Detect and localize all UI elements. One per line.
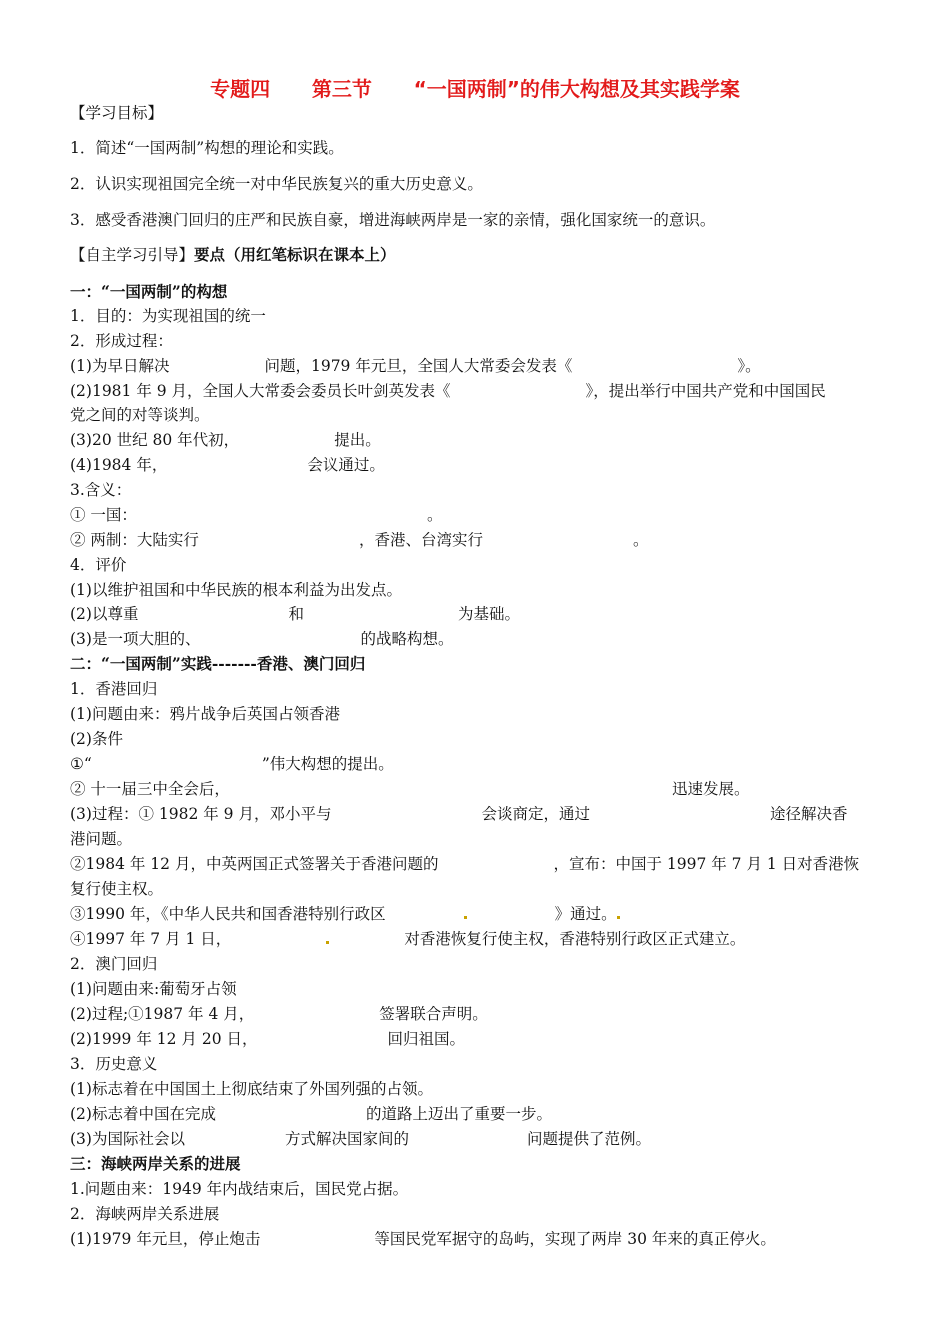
s1-formation-3: (3)20 世纪 80 年代初， 提出。 bbox=[70, 431, 381, 449]
s3-progress-1: (1)1979 年元旦，停止炮击 等国民党军据守的岛屿，实现了两岸 30 年来的真正停火。 bbox=[70, 1230, 776, 1248]
s2-hk-process-4: ④1997 年 7 月 1 日， 对香港恢复行使主权，香港特别行政区正式建立。 bbox=[70, 930, 746, 948]
s1-formation-4: (4)1984 年， 会议通过。 bbox=[70, 456, 385, 474]
s2-hk-process-2: ②1984 年 12 月，中英两国正式签署关于香港问题的 ，宣布：中国于 1997 年 7 月 1 日对香港恢 bbox=[70, 855, 860, 873]
s2-hongkong-heading: 1．香港回归 bbox=[70, 680, 158, 698]
s1-evaluation-1: (1)以维护祖国和中华民族的根本利益为出发点。 bbox=[70, 581, 402, 599]
s2-macau-process-2: (2)1999 年 12 月 20 日， 回归祖国。 bbox=[70, 1030, 465, 1048]
s1-purpose: 1．目的：为实现祖国的统一 bbox=[70, 307, 266, 325]
s2-hk-condition-1: ①“ ”伟大构想的提出。 bbox=[70, 755, 394, 773]
s1-formation-1: (1)为早日解决 问题，1979 年元旦，全国人大常委会发表《 》。 bbox=[70, 357, 761, 375]
s1-formation-2-cont: 党之间的对等谈判。 bbox=[70, 406, 210, 424]
s2-macau-process-1: (2)过程;①1987 年 4 月， 签署联合声明。 bbox=[70, 1005, 488, 1023]
s3-origin: 1.问题由来：1949 年内战结束后，国民党占据。 bbox=[70, 1180, 409, 1198]
s1-meaning-2: ② 两制：大陆实行 ，香港、台湾实行 。 bbox=[70, 531, 649, 549]
goals-heading: 【学习目标】 bbox=[70, 104, 164, 122]
ink-dot bbox=[464, 916, 467, 919]
goal-item-2: 2．认识实现祖国完全统一对中华民族复兴的重大历史意义。 bbox=[70, 175, 483, 193]
s2-hk-origin: (1)问题由来：鸦片战争后英国占领香港 bbox=[70, 705, 340, 723]
section-1-heading: 一：“一国两制”的构想 bbox=[70, 282, 228, 301]
guide-note: 要点（用红笔标识在课本上） bbox=[194, 245, 396, 264]
guide-label: 【自主学习引导】 bbox=[70, 246, 195, 264]
page-title: 专题四 第三节 “一国两制”的伟大构想及其实践学案 bbox=[210, 77, 740, 101]
s2-hk-process-1: (3)过程：① 1982 年 9 月，邓小平与 会谈商定，通过 途径解决香 bbox=[70, 805, 848, 823]
s2-significance-2: (2)标志着中国在完成 的道路上迈出了重要一步。 bbox=[70, 1105, 552, 1123]
section-2-heading: 二：“一国两制”实践-------香港、澳门回归 bbox=[70, 654, 366, 673]
s1-evaluation-3: (3)是一项大胆的、 的战略构想。 bbox=[70, 630, 454, 648]
s2-macau-heading: 2．澳门回归 bbox=[70, 955, 158, 973]
goal-item-1: 1．简述“一国两制”构想的理论和实践。 bbox=[70, 139, 344, 157]
goal-item-3: 3．感受香港澳门回归的庄严和民族自豪，增进海峡两岸是一家的亲情，强化国家统一的意识。 bbox=[70, 211, 716, 229]
s2-hk-process-1-cont: 港问题。 bbox=[70, 830, 133, 848]
s2-hk-process-2-cont: 复行使主权。 bbox=[70, 880, 164, 898]
s2-significance-3: (3)为国际社会以 方式解决国家间的 问题提供了范例。 bbox=[70, 1130, 651, 1148]
s1-formation-2: (2)1981 年 9 月，全国人大常委会委员长叶剑英发表《 》，提出举行中国共产党和中国国民 bbox=[70, 382, 826, 400]
s2-significance-1: (1)标志着在中国国土上彻底结束了外国列强的占领。 bbox=[70, 1080, 433, 1098]
ink-dot bbox=[617, 916, 620, 919]
s1-meaning-heading: 3.含义： bbox=[70, 481, 132, 499]
s1-formation-heading: 2．形成过程： bbox=[70, 332, 173, 350]
s2-hk-process-3: ③1990 年，《中华人民共和国香港特别行政区 》通过。 bbox=[70, 904, 620, 924]
s1-evaluation-heading: 4．评价 bbox=[70, 556, 127, 574]
s2-significance-heading: 3．历史意义 bbox=[70, 1055, 158, 1073]
s3-progress-heading: 2．海峡两岸关系进展 bbox=[70, 1205, 220, 1223]
ink-dot bbox=[326, 941, 329, 944]
s2-hk-conditions: (2)条件 bbox=[70, 730, 123, 748]
s2-hk-condition-2: ② 十一届三中全会后， 迅速发展。 bbox=[70, 780, 750, 798]
section-3-heading: 三：海峡两岸关系的进展 bbox=[70, 1154, 241, 1173]
s2-macau-origin: (1)问题由来:葡萄牙占领 bbox=[70, 980, 237, 998]
s1-meaning-1: ① 一国： 。 bbox=[70, 506, 443, 524]
s1-evaluation-2: (2)以尊重 和 为基础。 bbox=[70, 605, 520, 623]
guide-heading bbox=[70, 245, 396, 265]
